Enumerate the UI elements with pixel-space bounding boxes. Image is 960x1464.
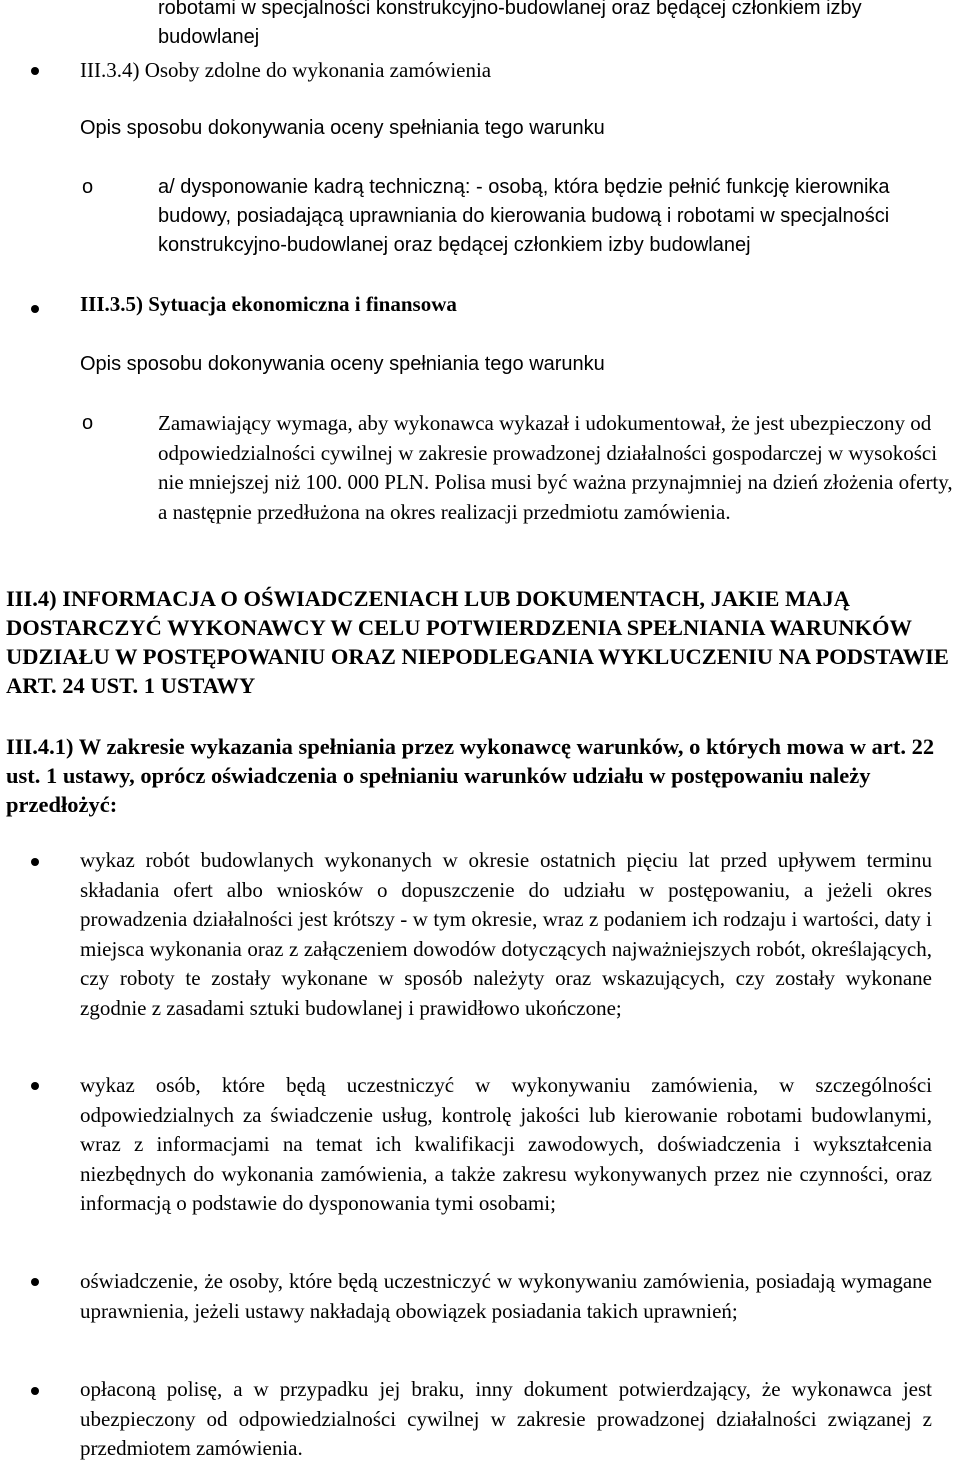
list-item: oświadczenie, że osoby, które będą uczestniczyć w wykonywaniu zamówienia, posiadają wymagane uprawnienia, jeżeli ustawy nakładają obowiązek posiadania takich uprawnień; bbox=[80, 1269, 932, 1323]
list-item: opłaconą polisę, a w przypadku jej braku, inny dokument potwierdzający, że wykonawca jest ubezpieczony od odpowiedzialności cywilnej w zakresie prowadzonej działalności związanej z przedmiotem zamówienia. bbox=[80, 1377, 932, 1460]
section-3-4-title: III.3.4) Osoby zdolne do wykonania zamówienia bbox=[80, 58, 492, 82]
circle-marker-icon: o bbox=[82, 412, 94, 434]
circle-marker-icon: o bbox=[82, 176, 94, 198]
bullet-icon bbox=[31, 67, 39, 75]
section-3-5-title: III.3.5) Sytuacja ekonomiczna i finansowa bbox=[80, 292, 457, 316]
section-3-4-description-heading: Opis sposobu dokonywania oceny spełniania tego warunku bbox=[80, 117, 605, 139]
bullet-icon bbox=[31, 1387, 39, 1395]
list-item: wykaz robót budowlanych wykonanych w okresie ostatnich pięciu lat przed upływem terminu składania ofert albo wniosków o dopuszczenie do udziału w postępowaniu, a jeżeli okres prowadzenia działalności jest krótszy - w tym okresie, wraz z podaniem ich rodzaju i wartości, daty i miejsca wykonania oraz z załączeniem dowodów dotyczących najważniejszych robót, określających, czy roboty te zostały wykonane w sposób należyty oraz wskazujących, czy zostały wykonane zgodnie z zasadami sztuki budowlanej i prawidłowo ukończone; bbox=[80, 848, 932, 1020]
section-3-5-item: Zamawiający wymaga, aby wykonawca wykazał i udokumentował, że jest ubezpieczony od odpowiedzialności cywilnej w zakresie prowadzonej działalności gospodarczej w wysokości nie mniejszej niż 100. 000 PLN. Polisa musi być ważna przynajmniej na dzień złożenia oferty, a następnie przedłużona na okres realizacji przedmiotu zamówienia. bbox=[158, 411, 953, 524]
section-3-4-item: a/ dysponowanie kadrą techniczną: - osobą, która będzie pełnić funkcję kierownika budowy, posiadającą uprawniania do kierowania budową i robotami w specjalności konstrukcyjno-budowlanej oraz będącej członkiem izby budowlanej bbox=[158, 176, 890, 256]
list-item: wykaz osób, które będą uczestniczyć w wykonywaniu zamówienia, w szczególności odpowiedzialnych za świadczenie usług, kontrolę jakości lub kierowanie robotami budowlanymi, wraz z informacjami na temat ich kwalifikacji zawodowych, doświadczenia i wykształcenia niezbędnych do wykonania zamówienia, a także zakresu wykonywanych przez nie czynności, oraz informacją o podstawie do dysponowania tymi osobami; bbox=[80, 1073, 932, 1215]
section-4-heading: III.4) INFORMACJA O OŚWIADCZENIACH LUB DOKUMENTACH, JAKIE MAJĄ DOSTARCZYĆ WYKONAWCY W CELU POTWIERDZENIA SPEŁNIANIA WARUNKÓW UDZIAŁU W POSTĘPOWANIU ORAZ NIEPODLEGANIA WYKLUCZENIU NA PODSTAWIE ART. 24 UST. 1 USTAWY bbox=[6, 586, 949, 698]
section-4-1-heading: III.4.1) W zakresie wykazania spełniania przez wykonawcę warunków, o których mowa w art. 22 ust. 1 ustawy, oprócz oświadczenia o spełnianiu warunków udziału w postępowaniu należy przedłożyć: bbox=[6, 734, 935, 817]
bullet-icon bbox=[31, 1082, 39, 1090]
bullet-icon bbox=[31, 1278, 39, 1286]
bullet-icon bbox=[31, 305, 39, 313]
continuation-text: robotami w specjalności konstrukcyjno-budowlanej oraz będącej członkiem izby budowlanej bbox=[158, 0, 862, 48]
section-3-5-description-heading: Opis sposobu dokonywania oceny spełniania tego warunku bbox=[80, 353, 605, 375]
bullet-icon bbox=[31, 858, 39, 866]
